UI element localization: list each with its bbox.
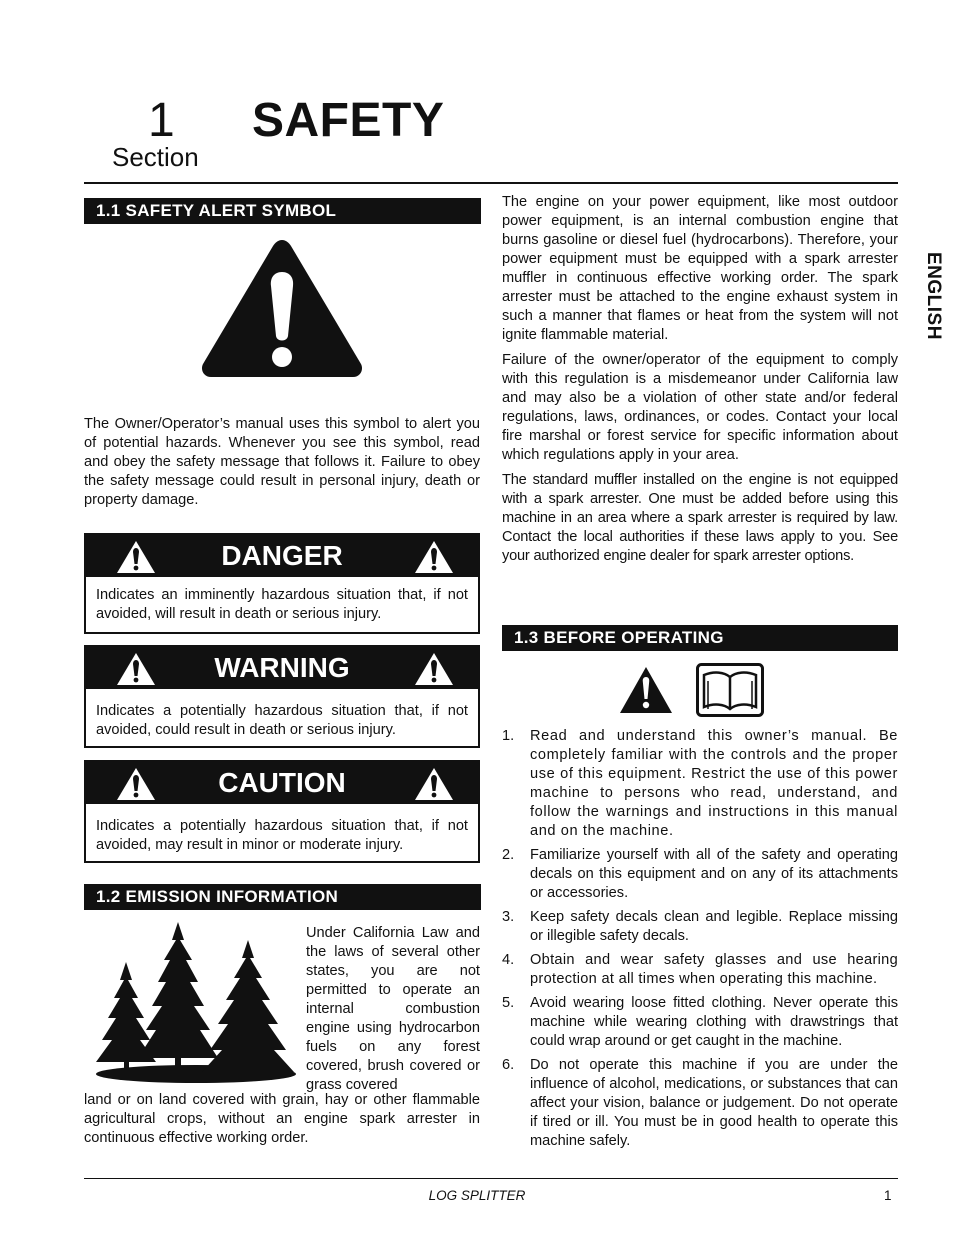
list-item: 4. Obtain and wear safety glasses and use hearing protection at all times when operating this machine. [502, 952, 898, 987]
safety-alert-description: The Owner/Operator’s manual uses this symbol to alert you of potential hazards. Whenever you see this symbol, read and obey the safety message that follows it. Failure to obey the safety message could result in personal injury, death or property damage. [84, 416, 480, 508]
danger-signal-word: DANGER [221, 540, 343, 571]
warning-triangle-icon [414, 767, 454, 801]
warning-box [84, 645, 480, 748]
caution-description: Indicates a potentially hazardous situation that, if not avoided, may result in minor or moderate injury. [96, 818, 468, 853]
caution-box [84, 760, 480, 863]
warning-description: Indicates a potentially hazardous situation that, if not avoided, could result in death or serious injury. [96, 703, 468, 738]
forest-trees-icon [84, 920, 302, 1086]
warning-header [86, 647, 478, 689]
danger-box [84, 533, 480, 634]
danger-description: Indicates an imminently hazardous situation that, if not avoided, will result in death or serious injury. [96, 587, 468, 622]
before-operating-list [502, 727, 898, 1156]
regulation-paragraph: Failure of the owner/operator of the equipment to comply with this regulation is a misdemeanor under California law and may also be a violation of other state and/or federal regulations, laws, ordinances, or codes. Contact your local fire marshal or forest service for specific information about which regulations apply in your area. [502, 352, 898, 463]
heading-safety-alert-symbol: 1.1 SAFETY ALERT SYMBOL [84, 198, 481, 224]
footer-document-title: LOG SPLITTER [428, 1188, 526, 1203]
safety-alert-icon [198, 236, 366, 380]
list-item: 1. Read and understand this owner’s manual. Be completely familiar with the controls and the proper use of this equipment. Restrict the use of this power machine to persons who read, understand, and follow the warnings and instructions in this manual and on the machine. [502, 728, 898, 839]
warning-triangle-icon [414, 652, 454, 686]
heading-emission-information: 1.2 EMISSION INFORMATION [84, 884, 481, 910]
page-title: SAFETY [252, 94, 445, 147]
emission-text-part-2: land or on land covered with grain, hay or other flammable agricultural crops, without an engine spark arrester in continuous effective working order. [84, 1092, 480, 1146]
muffler-paragraph: The standard muffler installed on the engine is not equipped with a spark arrester. One must be added before using this machine in an area where a spark arrester is required by law. Contact the local authorities if these laws apply to you. See your authorized engine dealer for spark arrester options. [502, 472, 898, 564]
warning-triangle-icon [618, 665, 674, 715]
section-number: 1 [148, 94, 175, 147]
section-label: Section [112, 142, 199, 172]
language-tab: ENGLISH [923, 252, 944, 340]
list-item: 3. Keep safety decals clean and legible. Replace missing or illegible safety decals. [502, 909, 898, 944]
page-number: 1 [884, 1188, 892, 1203]
header-rule [84, 182, 898, 184]
caution-signal-word: CAUTION [218, 767, 346, 798]
list-item: 2. Familiarize yourself with all of the safety and operating decals on this equipment and on any of its attachments or accessories. [502, 847, 898, 901]
warning-signal-word: WARNING [214, 652, 350, 683]
manual-book-icon [696, 663, 764, 717]
danger-header [86, 535, 478, 577]
right-column-text [502, 193, 898, 566]
warning-triangle-icon [414, 540, 454, 574]
footer-rule [84, 1178, 898, 1179]
spark-arrester-paragraph: The engine on your power equipment, like most outdoor power equipment, is an internal combustion engine that burns gasoline or diesel fuel (hydrocarbons). Therefore, your power equipment must be equipped with a spark arrester muffler in continuous effective working order. The spark arrester must be attached to the engine exhaust system in such a manner that flames or heat from the system will not ignite flammable material. [502, 194, 898, 343]
heading-before-operating: 1.3 BEFORE OPERATING [502, 625, 898, 651]
emission-text-part-1: Under California Law and the laws of several other states, you are not permitted to operate an internal combustion engine using hydrocarbon fuels on any forest covered, brush covered or grass covered [306, 925, 480, 1093]
list-item: 6. Do not operate this machine if you are under the influence of alcohol, medications, or substances that can affect your vision, balance or judgement. Do not operate if tired or ill. You must be in good health to operate this machine safely. [502, 1057, 898, 1149]
caution-header [86, 762, 478, 804]
list-item: 5. Avoid wearing loose fitted clothing. Never operate this machine while wearing clothing with drawstrings that could wrap around or get caught in the machine. [502, 995, 898, 1049]
